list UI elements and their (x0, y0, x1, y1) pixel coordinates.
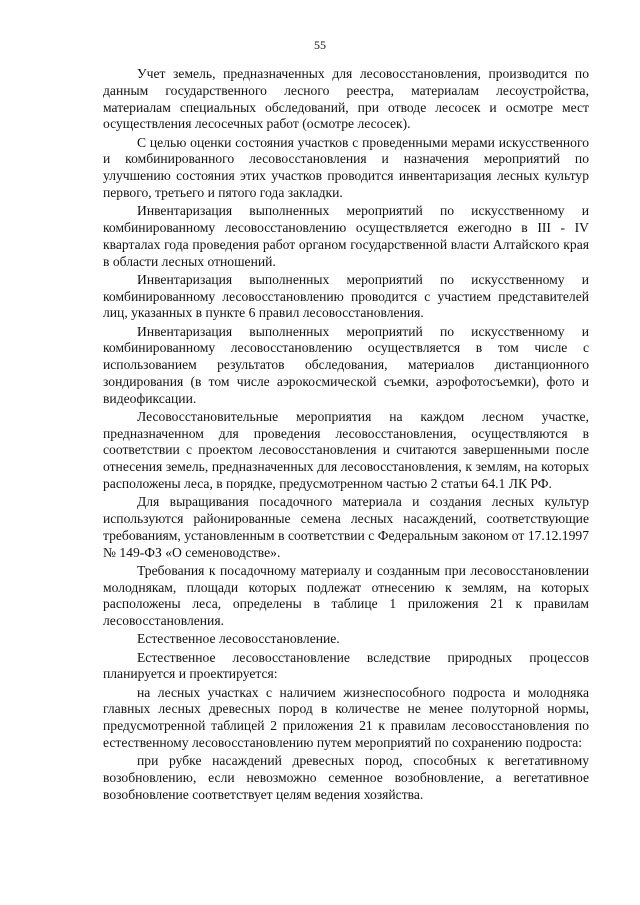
list-item-undergrowth-sites: на лесных участках с наличием жизнеспособного подроста и молодняка главных лесных древесных пород в количестве не менее полуторной нормы, предусмотренной таблицей 2 приложения 21 к правилам лесовосстановления по естественному лесовосстановлению путем мероприятий по сохранению подроста: (103, 684, 589, 750)
paragraph-land-accounting: Учет земель, предназначенных для лесовосстановления, производится по данным государственного лесного реестра, материалам лесоустройства, материалам специальных обследований, при отводе лесосек и осмотре мест осуществления лесосечных работ (осмотре лесосек). (103, 66, 589, 132)
paragraph-inventory-methods: Инвентаризация выполненных мероприятий по искусственному и комбинированному лесовосстановлению осуществляется в том числе с использованием результатов обследования, материалов дистанционного зондирования (в том числе аэрокосмической съемки, аэрофотосъемки), фото и видеофиксации. (103, 323, 589, 406)
paragraph-inventory-schedule: Инвентаризация выполненных мероприятий по искусственному и комбинированному лесовосстановлению осуществляется ежегодно в III - IV кварталах года проведения работ органом государственной власти Алтайского края в области лесных отношений. (103, 203, 589, 269)
paragraph-natural-reforestation-intro: Естественное лесовосстановление вследствие природных процессов планируется и проектируется: (103, 649, 589, 682)
section-heading-natural-reforestation: Естественное лесовосстановление. (137, 631, 340, 647)
paragraph-inventory-participants: Инвентаризация выполненных мероприятий по искусственному и комбинированному лесовосстановлению проводится с участием представителей лиц, указанных в пункте 6 правил лесовосстановления. (103, 271, 589, 321)
paragraph-inventory-purpose: С целью оценки состояния участков с проведенными мерами искусственного и комбинированного лесовосстановления и назначения мероприятий по улучшению состояния этих участков проводится инвентаризация лесных культур первого, третьего и пятого года закладки. (103, 134, 589, 200)
paragraph-completion-criteria: Лесовосстановительные мероприятия на каждом лесном участке, предназначенном для проведения лесовосстановления, осуществляются в соответствии с проектом лесовосстановления и считаются завершенными после отнесения земель, предназначенных для лесовосстановления, к землям, на которых расположены леса, в порядке, предусмотренном частью 2 статьи 64.1 ЛК РФ. (103, 408, 589, 492)
paragraph-planting-material-requirements: Требования к посадочному материалу и созданным при лесовосстановлении молоднякам, площади которых подлежат отнесению к землям, на которых расположены леса, определены в таблице 1 приложения 21 к правилам лесовосстановления. (103, 562, 589, 629)
document-body (103, 66, 589, 805)
list-item-vegetative-renewal: при рубке насаждений древесных пород, способных к вегетативному возобновлению, если невозможно семенное возобновление, а вегетативное возобновление соответствует целям ведения хозяйства. (103, 753, 589, 802)
page-number: 55 (314, 38, 326, 52)
paragraph-seed-requirements: Для выращивания посадочного материала и создания лесных культур используются районированные семена лесных насаждений, соответствующие требованиям, установленным в соответствии с Федеральным законом от 17.12.1997 № 149-ФЗ «О семеноводстве». (103, 494, 589, 560)
